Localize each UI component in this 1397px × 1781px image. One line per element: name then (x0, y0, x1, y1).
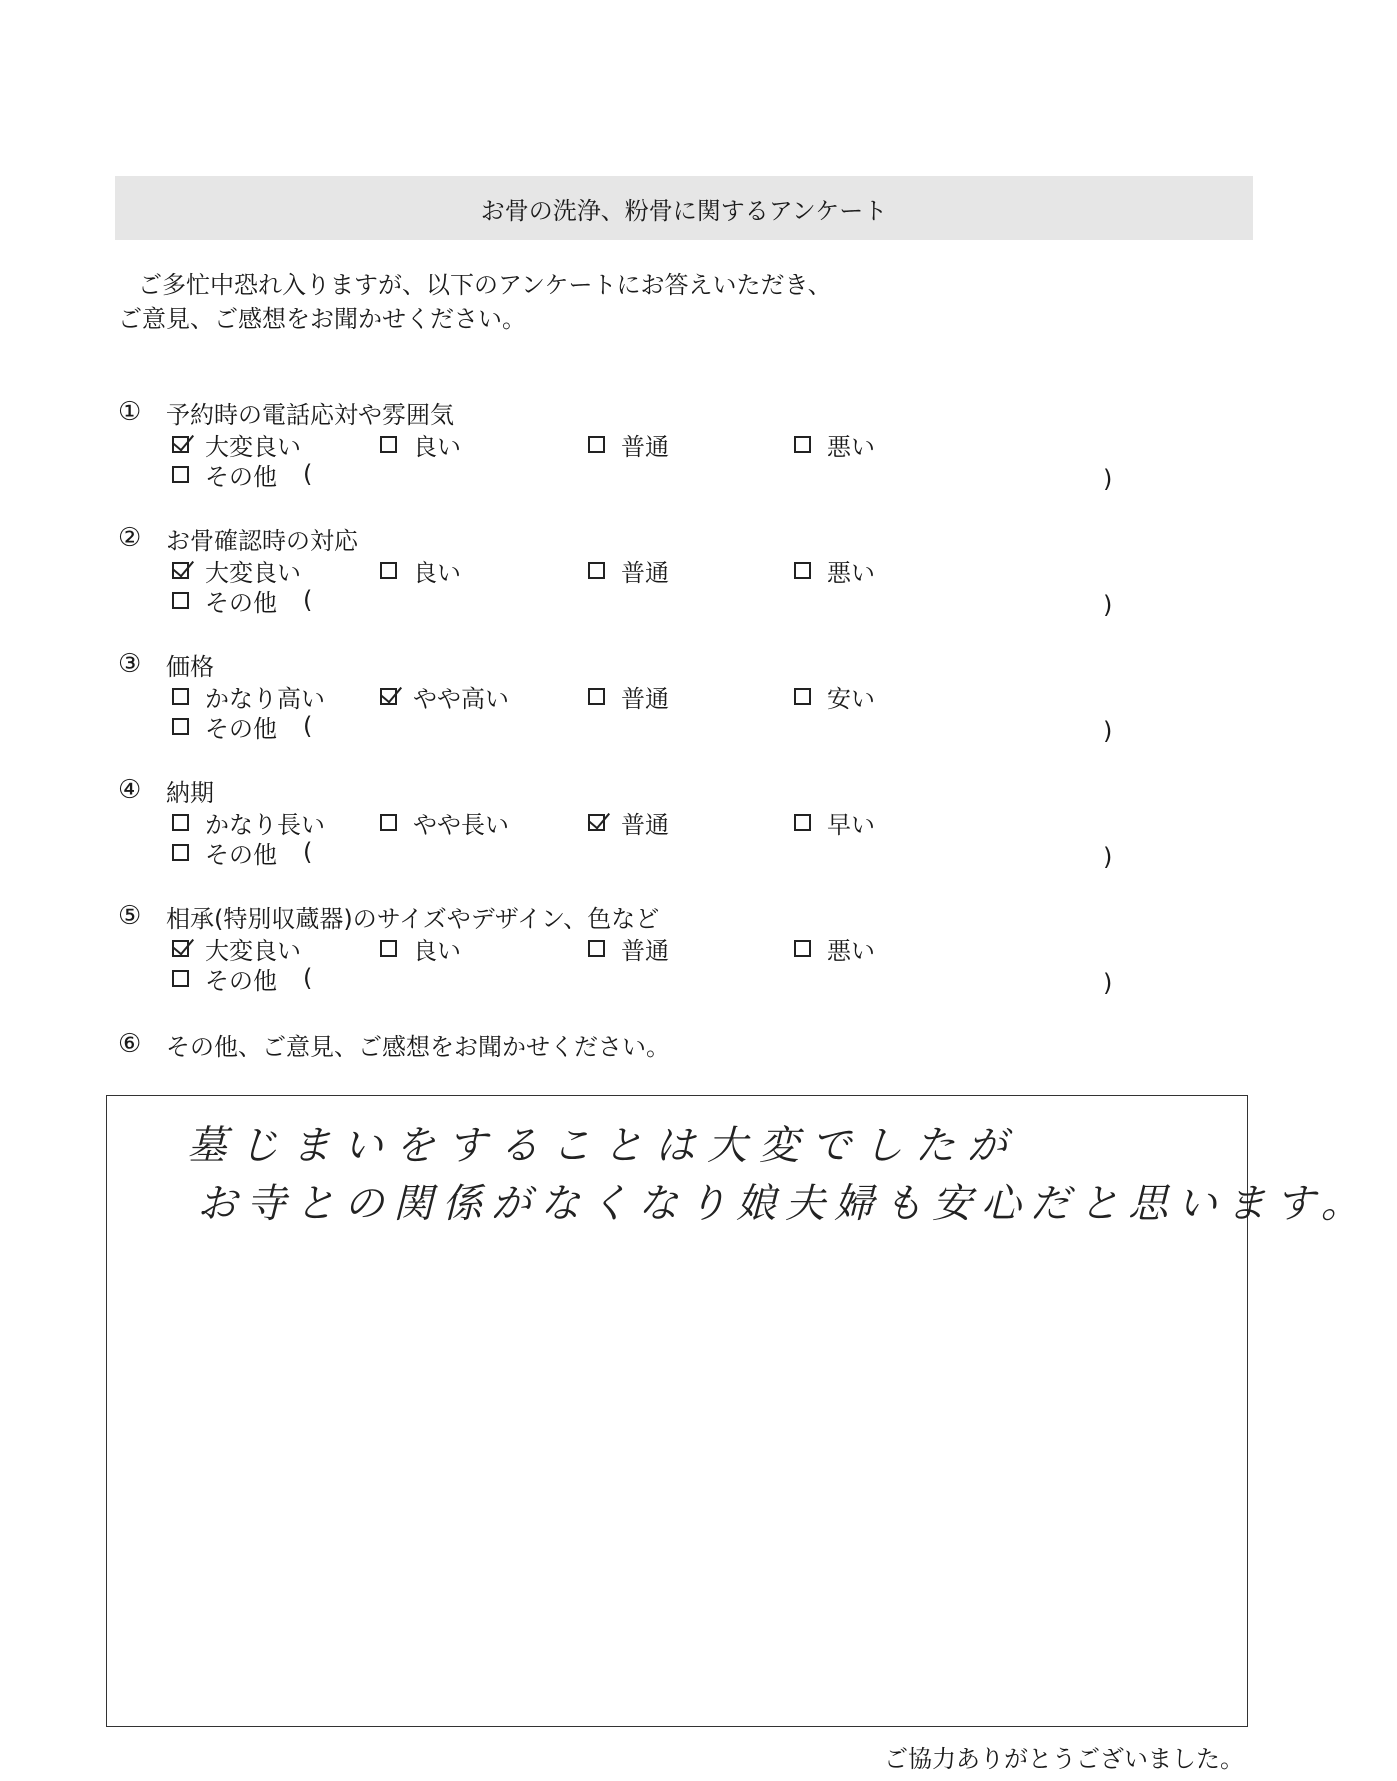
question-6 (118, 1027, 1118, 1061)
option-label: かなり高い (205, 684, 325, 713)
question-number: ④ (118, 775, 142, 805)
option-other[interactable] (172, 711, 312, 741)
question-4 (118, 773, 1118, 871)
option-label: かなり長い (205, 810, 325, 839)
other-row (118, 459, 1118, 493)
option-3[interactable] (588, 555, 669, 585)
option-other[interactable] (172, 963, 312, 993)
intro-text (118, 268, 832, 336)
option-label: 大変良い (205, 432, 301, 461)
option-4[interactable] (794, 933, 875, 963)
intro-line-2: ご意見、ご感想をお聞かせください。 (118, 305, 526, 333)
thanks-text: ご協力ありがとうございました。 (884, 1745, 1244, 1773)
question-text: その他、ご意見、ご感想をお聞かせください。 (166, 1032, 670, 1061)
question-number: ⑤ (118, 901, 142, 931)
check-mark-icon (172, 428, 194, 451)
question-number: ③ (118, 649, 142, 679)
checkbox[interactable] (794, 688, 811, 705)
option-other[interactable] (172, 837, 312, 867)
option-2[interactable] (380, 681, 509, 711)
option-1[interactable] (172, 681, 325, 711)
paren-open: ( (303, 838, 313, 866)
option-1[interactable] (172, 807, 325, 837)
option-label: 普通 (621, 810, 669, 839)
option-2[interactable] (380, 429, 461, 459)
checkbox[interactable] (172, 436, 189, 453)
checkbox[interactable] (380, 436, 397, 453)
checkbox[interactable] (172, 970, 189, 987)
handwritten-line-2: お寺との関係がなくなり娘夫婦も安心だと思います。 (197, 1181, 1370, 1227)
option-label: 悪い (827, 558, 875, 587)
options-row (118, 555, 1118, 585)
checkbox[interactable] (588, 688, 605, 705)
option-label: その他 (205, 966, 277, 995)
checkbox[interactable] (172, 940, 189, 957)
options-row (118, 933, 1118, 963)
checkbox[interactable] (588, 562, 605, 579)
checkbox[interactable] (380, 814, 397, 831)
options-row (118, 681, 1118, 711)
option-label: 安い (827, 684, 875, 713)
other-row (118, 837, 1118, 871)
option-label: 普通 (621, 936, 669, 965)
option-label: その他 (205, 462, 277, 491)
checkbox[interactable] (380, 562, 397, 579)
option-label: 良い (413, 432, 461, 461)
option-1[interactable] (172, 555, 301, 585)
paren-close: ) (1103, 717, 1113, 745)
option-label: 悪い (827, 432, 875, 461)
question-number: ① (118, 397, 142, 427)
option-label: その他 (205, 588, 277, 617)
question-5 (118, 899, 1118, 997)
question-number: ② (118, 523, 142, 553)
option-3[interactable] (588, 429, 669, 459)
option-label: 早い (827, 810, 875, 839)
option-label: 良い (413, 558, 461, 587)
option-4[interactable] (794, 555, 875, 585)
question-text: お骨確認時の対応 (166, 526, 358, 555)
question-1 (118, 395, 1118, 493)
paren-open: ( (303, 460, 313, 488)
checkbox[interactable] (794, 940, 811, 957)
option-label: その他 (205, 840, 277, 869)
option-label: 普通 (621, 684, 669, 713)
option-label: 大変良い (205, 936, 301, 965)
checkbox[interactable] (794, 814, 811, 831)
option-4[interactable] (794, 807, 875, 837)
checkbox[interactable] (794, 436, 811, 453)
check-mark-icon (380, 680, 402, 703)
checkbox[interactable] (588, 940, 605, 957)
checkbox[interactable] (380, 940, 397, 957)
option-3[interactable] (588, 933, 669, 963)
option-2[interactable] (380, 933, 461, 963)
other-row (118, 711, 1118, 745)
checkbox[interactable] (172, 814, 189, 831)
check-mark-icon (172, 932, 194, 955)
checkbox[interactable] (172, 718, 189, 735)
option-label: 普通 (621, 558, 669, 587)
paren-close: ) (1103, 465, 1113, 493)
question-text: 納期 (166, 778, 214, 807)
comment-box[interactable] (106, 1095, 1370, 1727)
paren-open: ( (303, 712, 313, 740)
option-label: 悪い (827, 936, 875, 965)
option-2[interactable] (380, 807, 509, 837)
options-row (118, 807, 1118, 837)
paren-open: ( (303, 964, 313, 992)
question-text: 予約時の電話応対や雰囲気 (166, 400, 454, 429)
checkbox[interactable] (172, 466, 189, 483)
check-mark-icon (172, 554, 194, 577)
checkbox[interactable] (172, 688, 189, 705)
other-row (118, 585, 1118, 619)
option-1[interactable] (172, 429, 301, 459)
option-1[interactable] (172, 933, 301, 963)
option-4[interactable] (794, 429, 875, 459)
option-label: 良い (413, 936, 461, 965)
other-row (118, 963, 1118, 997)
option-label: その他 (205, 714, 277, 743)
question-text: 相承(特別収蔵器)のサイズやデザイン、色など (166, 904, 660, 933)
option-label: やや高い (413, 684, 509, 713)
option-3[interactable] (588, 681, 669, 711)
option-3[interactable] (588, 807, 669, 837)
option-4[interactable] (794, 681, 875, 711)
question-3 (118, 647, 1118, 745)
option-label: 大変良い (205, 558, 301, 587)
paren-close: ) (1103, 969, 1113, 997)
survey-title (115, 176, 1253, 240)
option-label: 普通 (621, 432, 669, 461)
checkbox[interactable] (380, 688, 397, 705)
handwritten-line-1: 墓じまいをすることは大変でしたが (187, 1123, 1019, 1169)
question-2 (118, 521, 1118, 619)
paren-open: ( (303, 586, 313, 614)
survey-title-text: お骨の洗浄、粉骨に関するアンケート (480, 196, 888, 225)
checkbox[interactable] (172, 562, 189, 579)
option-other[interactable] (172, 459, 312, 489)
checkbox[interactable] (588, 814, 605, 831)
checkbox[interactable] (588, 436, 605, 453)
check-mark-icon (588, 806, 610, 829)
option-2[interactable] (380, 555, 461, 585)
option-other[interactable] (172, 585, 312, 615)
question-number: ⑥ (118, 1029, 142, 1059)
option-label: やや長い (413, 810, 509, 839)
paren-close: ) (1103, 843, 1113, 871)
intro-line-1: ご多忙中恐れ入りますが、以下のアンケートにお答えいただき、 (138, 271, 832, 299)
checkbox[interactable] (172, 844, 189, 861)
checkbox[interactable] (794, 562, 811, 579)
options-row (118, 429, 1118, 459)
paren-close: ) (1103, 591, 1113, 619)
checkbox[interactable] (172, 592, 189, 609)
question-text: 価格 (166, 652, 214, 681)
